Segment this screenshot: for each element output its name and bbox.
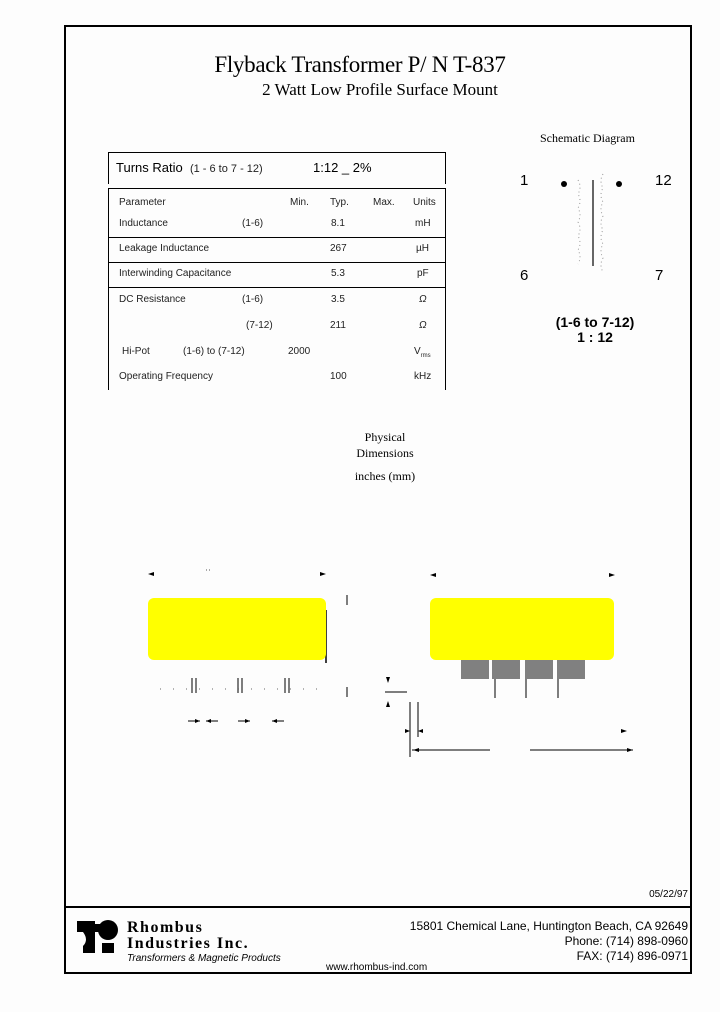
header-parameter: Parameter [119, 197, 166, 208]
cell-units: Ω [419, 320, 427, 331]
transformer-top-view-body [148, 598, 326, 660]
terminal-pad [492, 660, 520, 679]
physical-title-line2: Dimensions [356, 446, 414, 460]
cell-typ: 267 [330, 243, 347, 254]
footer-divider [64, 906, 692, 908]
cell-pins: (7-12) [246, 320, 273, 331]
cell-units: $V_{rms}$ [414, 346, 431, 359]
page-title: Flyback Transformer P/ N T-837 [214, 52, 506, 77]
company-name-line1: Rhombus [127, 919, 204, 936]
cell-units: µH [416, 243, 429, 254]
cell-typ: 211 [330, 320, 346, 331]
terminal-pad [461, 660, 489, 679]
pin-12-label: 12 [655, 172, 672, 189]
cell-parameter: DC Resistance [119, 294, 186, 305]
header-units: Units [413, 197, 436, 208]
turns-ratio-pins: (1 - 6 to 7 - 12) [189, 163, 263, 175]
cell-parameter: Leakage Inductance [119, 243, 210, 254]
company-address: 15801 Chemical Lane, Huntington Beach, CA 92649 [409, 919, 688, 933]
turns-ratio-label: Turns Ratio (1 - 6 to 7 - 12) [116, 160, 263, 175]
revision-date: 05/22/97 [649, 889, 688, 900]
cell-typ: 100 [330, 371, 347, 382]
transformer-side-view-body [430, 598, 614, 660]
pin-7-label: 7 [655, 267, 664, 284]
row-divider [108, 262, 446, 263]
cell-units: kHz [414, 371, 432, 382]
header-min: Min. [290, 197, 309, 208]
cell-parameter: Interwinding Capacitance [119, 268, 232, 279]
terminal-pad [557, 660, 585, 679]
schematic-title: Schematic Diagram [540, 131, 635, 145]
physical-title-line1: Physical [364, 430, 406, 444]
pin-6-label: 6 [520, 267, 529, 284]
header-max: Max. [373, 197, 395, 208]
cell-units: mH [415, 218, 431, 229]
cell-typ: 3.5 [331, 294, 345, 305]
company-phone: Phone: (714) 898-0960 [564, 934, 688, 948]
ratio-value: 1 : 12 [577, 329, 613, 345]
cell-parameter: Hi-Pot [122, 346, 150, 357]
cell-units: Ω [419, 294, 427, 305]
cell-typ: 8.1 [331, 218, 345, 229]
cell-parameter: Operating Frequency [119, 371, 213, 382]
page-subtitle: 2 Watt Low Profile Surface Mount [262, 80, 498, 99]
row-divider [108, 287, 446, 288]
pin-1-label: 1 [520, 172, 529, 189]
company-website-link[interactable]: www.rhombus-ind.com [326, 962, 428, 973]
header-typ: Typ. [330, 197, 349, 208]
cell-parameter: Inductance [119, 218, 168, 229]
cell-min: 2000 [288, 346, 311, 357]
row-divider [108, 237, 446, 238]
schematic-ratio [540, 315, 650, 345]
cell-pins: (1-6) to (7-12) [183, 346, 245, 357]
turns-ratio-value: 1:12 _ 2% [313, 160, 372, 175]
cell-typ: 5.3 [331, 268, 345, 279]
rhombus-logo-icon [77, 918, 121, 956]
cell-pins: (1-6) [242, 218, 264, 229]
physical-units: inches (mm) [354, 469, 416, 483]
cell-units: pF [417, 268, 429, 279]
cell-pins: (1-6) [242, 294, 264, 305]
transformer-schematic-icon [530, 170, 660, 280]
company-fax: FAX: (714) 896-0971 [576, 949, 688, 963]
company-name-line2: Industries Inc. [127, 935, 250, 952]
terminal-pad [525, 660, 553, 679]
ratio-pins: (1-6 to 7-12) [555, 314, 635, 330]
company-tagline: Transformers & Magnetic Products [127, 953, 281, 964]
